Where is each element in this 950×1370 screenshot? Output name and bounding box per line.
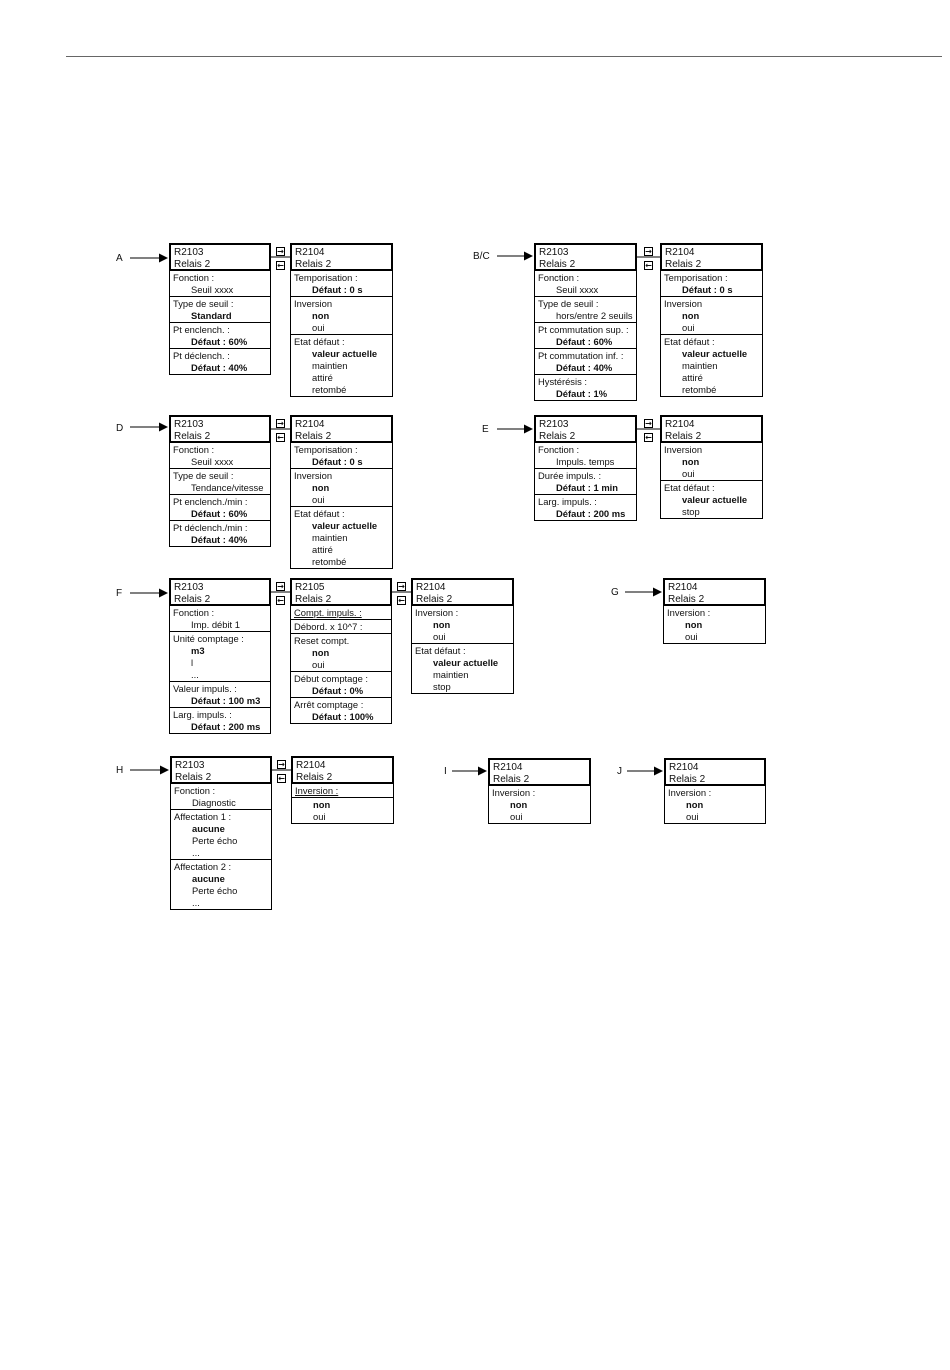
menu-box-section [290, 271, 393, 297]
entry-arrow-icon [653, 588, 662, 597]
option-value: oui [433, 631, 446, 642]
menu-box-section [411, 606, 514, 644]
option-value: oui [682, 322, 695, 333]
entry-arrow-icon [159, 423, 168, 432]
menu-box-section [660, 335, 763, 397]
default-option: non [510, 799, 528, 810]
default-option: non [312, 482, 330, 493]
menu-box-header [290, 578, 392, 606]
menu-box-section [169, 297, 271, 323]
menu-box-header [664, 758, 766, 786]
menu-box-header [660, 415, 763, 443]
parameter-label: Type de seuil : [173, 470, 234, 481]
menu-box-section [169, 323, 271, 349]
menu-box-header [290, 415, 393, 443]
default-option: Défaut : 200 ms [556, 508, 626, 519]
default-option: Défaut : 60% [191, 336, 248, 347]
parameter-code: R2104 [296, 760, 326, 771]
channel-name: Relais 2 [295, 430, 332, 442]
parameter-label: Compt. impuls. : [294, 607, 362, 618]
default-option: aucune [192, 823, 225, 834]
channel-name: Relais 2 [665, 430, 702, 442]
default-option: valeur actuelle [682, 494, 748, 505]
diagram-label-a: A [116, 253, 123, 264]
menu-box-section [290, 672, 392, 698]
option-value: Impuls. temps [556, 456, 615, 467]
parameter-code: R2104 [665, 247, 695, 258]
menu-box-header [663, 578, 766, 606]
default-option: non [686, 799, 704, 810]
menu-box-header [290, 243, 393, 271]
default-option: non [312, 310, 330, 321]
entry-arrow-icon [159, 254, 168, 263]
default-option: Défaut : 100 m3 [191, 695, 261, 706]
parameter-code: R2104 [493, 762, 523, 773]
parameter-label: Temporisation : [294, 272, 358, 283]
menu-box-section [169, 521, 271, 547]
menu-box-header [411, 578, 514, 606]
menu-box-r2103 [170, 756, 272, 910]
menu-box-section [534, 375, 637, 401]
parameter-code: R2104 [669, 762, 699, 773]
default-option: Défaut : 1% [556, 388, 608, 399]
menu-box-r2104 [290, 415, 393, 569]
menu-box-header [488, 758, 591, 786]
channel-name: Relais 2 [174, 593, 211, 605]
option-value: l [191, 657, 194, 668]
parameter-label: Pt déclench./min : [173, 522, 248, 533]
menu-box-section [534, 469, 637, 495]
default-option: Défaut : 40% [191, 534, 248, 545]
menu-box-r2104 [290, 243, 393, 397]
diagram-label-e: E [482, 424, 489, 435]
option-value: attiré [312, 372, 333, 383]
option-value: ... [192, 897, 200, 908]
menu-box-section [290, 443, 393, 469]
parameter-label: Valeur impuls. : [173, 683, 237, 694]
parameter-label: Inversion : [667, 607, 711, 618]
return-arrow-icon: ← [277, 261, 284, 270]
option-value: Perte écho [192, 885, 238, 896]
option-value: oui [312, 322, 325, 333]
option-value: attiré [682, 372, 703, 383]
menu-box-r2104 [488, 758, 591, 824]
menu-box-header [291, 756, 394, 784]
return-arrow-icon: ← [278, 774, 285, 783]
menu-box-section [170, 810, 272, 860]
menu-box-section [170, 784, 272, 810]
parameter-code: R2104 [416, 582, 446, 593]
entry-arrow-icon [478, 767, 487, 776]
channel-name: Relais 2 [668, 593, 705, 605]
option-value: oui [312, 659, 325, 670]
parameter-label: Inversion : [415, 607, 459, 618]
parameter-label: Inversion : [295, 785, 339, 796]
parameter-label: Inversion : [668, 787, 712, 798]
menu-box-section [534, 443, 637, 469]
option-value: Seuil xxxx [556, 284, 599, 295]
channel-name: Relais 2 [493, 773, 530, 785]
entry-arrow-icon [524, 425, 533, 434]
channel-name: Relais 2 [175, 771, 212, 783]
default-option: valeur actuelle [682, 348, 748, 359]
parameter-label: Pt déclench. : [173, 350, 230, 361]
menu-box-section [660, 443, 763, 481]
channel-name: Relais 2 [295, 593, 332, 605]
enter-arrow-icon: → [277, 419, 284, 428]
return-arrow-icon: ← [645, 261, 652, 270]
parameter-code: R2105 [295, 582, 325, 593]
menu-box-header [170, 756, 272, 784]
menu-box-section [534, 323, 637, 349]
menu-box-section [169, 708, 271, 734]
default-option: aucune [192, 873, 225, 884]
default-option: Défaut : 1 min [556, 482, 618, 493]
enter-arrow-icon: → [277, 582, 284, 591]
menu-box-section [660, 481, 763, 519]
diagram-label-i: I [444, 766, 447, 777]
menu-box-header [169, 415, 271, 443]
default-option: Défaut : 0 s [312, 284, 363, 295]
menu-box-r2104 [660, 243, 763, 397]
parameter-code: R2103 [175, 760, 205, 771]
menu-box-r2103 [169, 243, 271, 375]
menu-box-r2104 [291, 756, 394, 824]
option-value: stop [682, 506, 700, 517]
parameter-label: Fonction : [173, 444, 215, 455]
parameter-code: R2103 [174, 419, 204, 430]
channel-name: Relais 2 [295, 258, 332, 270]
menu-box-r2104 [664, 758, 766, 824]
enter-arrow-icon: → [278, 760, 285, 769]
menu-box-section [169, 271, 271, 297]
parameter-label: Pt enclench./min : [173, 496, 248, 507]
option-value: maintien [682, 360, 718, 371]
diagram-label-j: J [617, 766, 622, 777]
option-value: oui [312, 494, 325, 505]
menu-box-section [169, 349, 271, 375]
default-option: valeur actuelle [433, 657, 499, 668]
default-option: non [433, 619, 451, 630]
default-option: valeur actuelle [312, 348, 378, 359]
option-value: Imp. débit 1 [191, 619, 240, 630]
menu-box-section [169, 632, 271, 682]
menu-box-section [664, 786, 766, 824]
parameter-code: R2103 [174, 247, 204, 258]
parameter-code: R2104 [668, 582, 698, 593]
option-value: maintien [433, 669, 469, 680]
option-value: Tendance/vitesse [191, 482, 264, 493]
default-option: Défaut : 100% [312, 711, 374, 722]
enter-arrow-icon: → [645, 247, 652, 256]
menu-box-r2103 [169, 578, 271, 734]
entry-arrow-icon [524, 252, 533, 261]
default-option: m3 [191, 645, 205, 656]
diagram-label-g: G [611, 587, 619, 598]
menu-box-section [290, 606, 392, 620]
option-value: hors/entre 2 seuils [556, 310, 633, 321]
menu-box-section [169, 469, 271, 495]
default-option: Défaut : 40% [556, 362, 613, 373]
entry-arrow-icon [160, 766, 169, 775]
option-value: oui [685, 631, 698, 642]
channel-name: Relais 2 [665, 258, 702, 270]
channel-name: Relais 2 [174, 430, 211, 442]
menu-box-section [169, 682, 271, 708]
parameter-label: Fonction : [538, 444, 580, 455]
option-value: attiré [312, 544, 333, 555]
menu-box-section [534, 297, 637, 323]
default-option: Défaut : 0 s [312, 456, 363, 467]
default-option: valeur actuelle [312, 520, 378, 531]
parameter-label: Pt enclench. : [173, 324, 230, 335]
option-value: oui [686, 811, 699, 822]
enter-arrow-icon: → [398, 582, 405, 591]
menu-box-section [534, 349, 637, 375]
menu-box-section [290, 620, 392, 634]
menu-box-section [411, 644, 514, 694]
menu-box-r2104 [663, 578, 766, 644]
option-value: stop [433, 681, 451, 692]
parameter-label: Temporisation : [294, 444, 358, 455]
channel-name: Relais 2 [174, 258, 211, 270]
menu-box-section [169, 443, 271, 469]
menu-box-section [290, 698, 392, 724]
parameter-label: Affectation 1 : [174, 811, 232, 822]
parameter-label: Affectation 2 : [174, 861, 232, 872]
option-value: Seuil xxxx [191, 284, 234, 295]
parameter-label: Début comptage : [294, 673, 369, 684]
menu-box-section [663, 606, 766, 644]
menu-box-section [290, 634, 392, 672]
default-option: Défaut : 60% [191, 508, 248, 519]
menu-box-r2103 [534, 415, 637, 521]
option-value: retombé [312, 384, 347, 395]
channel-name: Relais 2 [539, 258, 576, 270]
parameter-label: Fonction : [538, 272, 580, 283]
menu-box-r2105 [290, 578, 392, 724]
diagram-label-bc: B/C [473, 251, 490, 262]
option-value: retombé [312, 556, 347, 567]
option-value: maintien [312, 532, 348, 543]
parameter-label: Inversion : [492, 787, 536, 798]
entry-arrow-icon [654, 767, 663, 776]
parameter-label: Etat défaut : [294, 508, 345, 519]
channel-name: Relais 2 [416, 593, 453, 605]
parameter-code: R2104 [665, 419, 695, 430]
entry-arrow-icon [159, 589, 168, 598]
option-value: ... [192, 847, 200, 858]
option-value: retombé [682, 384, 717, 395]
menu-box-r2103 [534, 243, 637, 401]
parameter-label: Etat défaut : [664, 482, 715, 493]
enter-arrow-icon: → [645, 419, 652, 428]
menu-box-r2104 [411, 578, 514, 694]
enter-arrow-icon: → [277, 247, 284, 256]
menu-box-header [534, 415, 637, 443]
default-option: non [682, 310, 700, 321]
menu-box-header [169, 243, 271, 271]
option-value: oui [313, 811, 326, 822]
channel-name: Relais 2 [296, 771, 333, 783]
return-arrow-icon: ← [645, 433, 652, 442]
menu-box-section [534, 271, 637, 297]
default-option: Défaut : 60% [556, 336, 613, 347]
parameter-label: Inversion [294, 298, 333, 309]
default-option: Défaut : 40% [191, 362, 248, 373]
menu-box-section [534, 495, 637, 521]
menu-box-section [169, 606, 271, 632]
parameter-label: Pt commutation sup. : [538, 324, 629, 335]
parameter-label: Inversion [664, 298, 703, 309]
parameter-label: Débord. x 10^7 : [294, 621, 363, 632]
parameter-code: R2103 [539, 419, 569, 430]
channel-name: Relais 2 [539, 430, 576, 442]
menu-box-section [290, 507, 393, 569]
default-option: Défaut : 0% [312, 685, 364, 696]
menu-box-section [290, 335, 393, 397]
option-value: oui [510, 811, 523, 822]
parameter-label: Unité comptage : [173, 633, 244, 644]
parameter-label: Temporisation : [664, 272, 728, 283]
parameter-label: Hystérésis : [538, 376, 587, 387]
parameter-label: Inversion [294, 470, 333, 481]
parameter-code: R2103 [174, 582, 204, 593]
parameter-label: Fonction : [173, 272, 215, 283]
parameter-code: R2103 [539, 247, 569, 258]
menu-box-section [488, 786, 591, 824]
option-value: Diagnostic [192, 797, 236, 808]
option-value: ... [191, 669, 199, 680]
parameter-label: Fonction : [173, 607, 215, 618]
diagram-label-f: F [116, 588, 123, 599]
parameter-code: R2104 [295, 247, 325, 258]
menu-box-r2103 [169, 415, 271, 547]
parameter-label: Etat défaut : [294, 336, 345, 347]
menu-box-section [291, 784, 394, 798]
menu-box-section [169, 495, 271, 521]
menu-box-header [169, 578, 271, 606]
parameter-label: Pt commutation inf. : [538, 350, 624, 361]
parameter-label: Etat défaut : [664, 336, 715, 347]
default-option: Standard [191, 310, 232, 321]
default-option: non [312, 647, 330, 658]
parameter-label: Arrêt comptage : [294, 699, 364, 710]
channel-name: Relais 2 [669, 773, 706, 785]
default-option: non [685, 619, 703, 630]
parameter-label: Inversion [664, 444, 703, 455]
menu-box-header [660, 243, 763, 271]
menu-box-header [534, 243, 637, 271]
default-option: non [682, 456, 700, 467]
menu-box-section [660, 271, 763, 297]
menu-box-section [290, 297, 393, 335]
menu-box-section [660, 297, 763, 335]
parameter-label: Etat défaut : [415, 645, 466, 656]
menu-box-section [290, 469, 393, 507]
return-arrow-icon: ← [398, 596, 405, 605]
option-value: Seuil xxxx [191, 456, 234, 467]
parameter-label: Type de seuil : [538, 298, 599, 309]
parameter-label: Durée impuls. : [538, 470, 602, 481]
menu-box-r2104 [660, 415, 763, 519]
return-arrow-icon: ← [277, 596, 284, 605]
parameter-code: R2104 [295, 419, 325, 430]
option-value: oui [682, 468, 695, 479]
parameter-label: Type de seuil : [173, 298, 234, 309]
menu-box-section [291, 798, 394, 824]
option-value: Perte écho [192, 835, 238, 846]
diagram-label-h: H [116, 765, 124, 776]
parameter-label: Larg. impuls. : [173, 709, 232, 720]
option-value: maintien [312, 360, 348, 371]
default-option: Défaut : 200 ms [191, 721, 261, 732]
default-option: non [313, 799, 331, 810]
default-option: Défaut : 0 s [682, 284, 733, 295]
diagram-label-d: D [116, 423, 124, 434]
return-arrow-icon: ← [277, 433, 284, 442]
menu-box-section [170, 860, 272, 910]
parameter-label: Larg. impuls. : [538, 496, 597, 507]
parameter-label: Reset compt. [294, 635, 350, 646]
parameter-label: Fonction : [174, 785, 216, 796]
